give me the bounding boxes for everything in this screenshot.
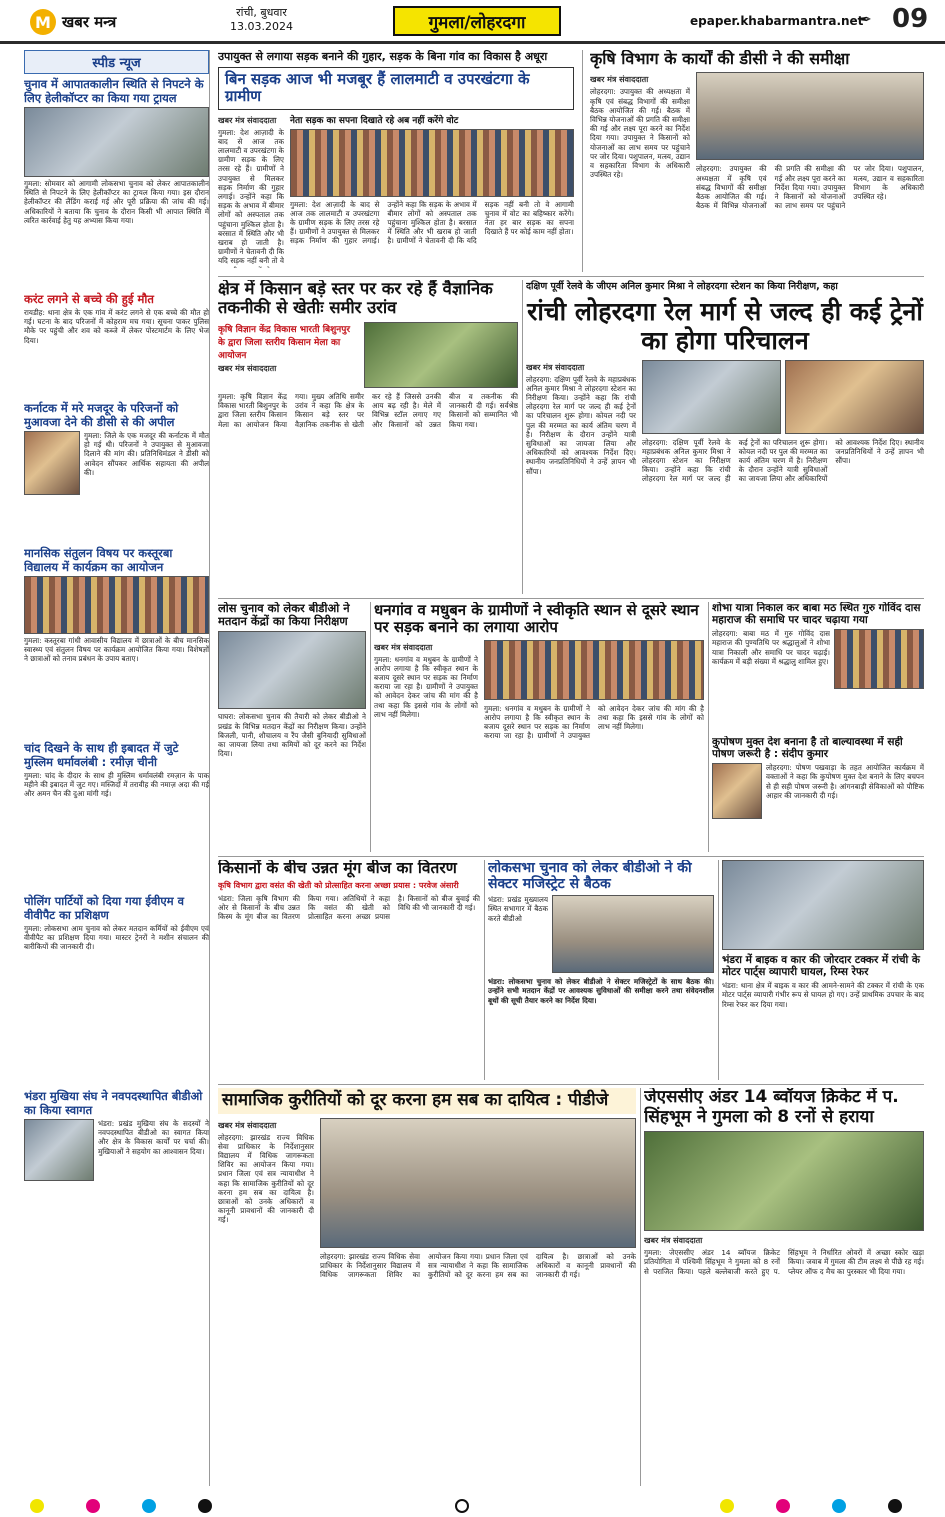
story-body: लोहरदगा: दक्षिण पूर्वी रेलवे के महाप्रबंधक अनिल कुमार मिश्रा ने लोहरदगा स्टेशन का निरीक्षण किया। उन्होंने कहा कि रांची लोहरदगा रेल मार्ग पर जल्द ही कई ट्रेनों का परिचालन शुरू होगा। कोयल नदी पर पुल की मरम्मत का कार्य अंतिम चरण में है। निरीक्षण के दौरान उन्होंने यात्री सुविधाओं का जायजा लिया और अधिकारियों को आवश्यक निर्देश दिए। स्थानीय जनप्रतिनिधियों ने उन्हें ज्ञापन भी सौंपा। — [526, 374, 636, 476]
story-body-cont: लोहरदगा: झारखंड राज्य विधिक सेवा प्राधिकार के निर्देशानुसार विद्यालय में विधिक जागरूकता शिविर का आयोजन किया गया। प्रधान जिला एवं सत्र न्यायाधीश ने कहा कि सामाजिक कुरीतियों को दूर करना हम सब का दायित्व है। छात्राओं को उनके अधिकारों व कानूनी प्रावधानों की जानकारी दी गई। — [320, 1251, 636, 1279]
left-column — [24, 50, 210, 1486]
story-headline: रांची लोहरदगा रेल मार्ग से जल्द ही कई ट्रेनों का होगा परिचालन — [527, 297, 923, 355]
story-headline: कर्नाटक में मरे मजदूर के परिजनों को मुआवजा देने की डीसी से की अपील — [24, 401, 179, 429]
story-farmer — [218, 280, 518, 594]
story-cricket — [644, 1088, 924, 1486]
dateline — [230, 6, 293, 34]
brand-logo-icon: M — [30, 9, 56, 35]
farmer-fair-photo — [364, 322, 518, 388]
page-number: 09 — [892, 4, 929, 34]
villagers-road-photo — [484, 640, 704, 700]
story-ramzan — [24, 741, 209, 889]
story-byline: खबर मंत्र संवाददाता — [218, 1120, 277, 1130]
story-seed — [218, 860, 480, 1080]
color-dot — [832, 1499, 846, 1513]
story-kicker: कृषि विज्ञान केंद्र विकास भारती बिशुनपुर के द्वारा जिला स्तरीय किसान मेला का आयोजन — [218, 324, 351, 361]
color-dot — [142, 1499, 156, 1513]
procession-photo — [834, 629, 924, 689]
story-body: लोहरदगा: बाबा मठ में गुरु गोविंद दास महाराज की पुण्यतिथि पर श्रद्धालुओं ने शोभा यात्रा निकाली और समाधि पर चादर चढ़ाई। कार्यक्रम में बड़ी संख्या में श्रद्धालु शामिल हुए। — [712, 629, 830, 666]
story-body: गुमला: लोकसभा आम चुनाव को लेकर मतदान कर्मियों को ईवीएम एवं वीवीपैट का प्रशिक्षण दिया गया। मास्टर ट्रेनरों ने मशीन संचालन की बारीकियों की जानकारी दी। — [24, 924, 209, 952]
story-karnataka — [24, 401, 209, 541]
epaper-link[interactable]: epaper.khabarmantra.net — [690, 14, 864, 28]
story-rail — [526, 280, 924, 594]
brand-name: खबर मन्त्र — [62, 13, 117, 31]
story-body: गुमला: देश आज़ादी के बाद से आज तक लालमाटी व उपरखंटगा के ग्रामीण सड़क के लिए तरस रहे हैं। ग्रामीणों ने उपायुक्त से मिलकर सड़क निर्माण की गुहार लगाई। उन्होंने कहा कि सड़क के अभाव में बीमार लोगों को अस्पताल तक पहुंचाना मुश्किल होता है। बरसात में स्थिति और भी खराब हो जाती है। ग्रामीणों ने चेतावनी दी कि यदि सड़क नहीं बनी तो वे आगामी चुनाव में वोट का बहिष्कार करेंगे। नेता हर बार सड़क का सपना दिखाते हैं पर कोई काम नहीं होता। — [290, 199, 574, 246]
brand — [30, 8, 116, 36]
story-body: भंडरा: जिला कृषि विभाग की ओर से किसानों के बीच उन्नत किस्म के मूंग बीज का वितरण किया गया। अतिथियों ने कहा कि वसंत की खेती को प्रोत्साहित करना अच्छा प्रयास है। किसानों को बीज बुवाई की विधि की भी जानकारी दी गई। — [218, 893, 480, 922]
story-headline: जेएससीए अंडर 14 ब्वॉयज क्रिकेट में प. सिंहभूम ने गुमला को 8 रनों से हराया — [644, 1088, 899, 1127]
story-byline: खबर मंत्र संवाददाता — [218, 115, 277, 125]
story-headline: क्षेत्र में किसान बड़े स्तर पर कर रहे हैं वैज्ञानिक तकनीकी से खेतीः समीर उरांव — [218, 280, 493, 317]
story-subhead: नेता सड़क का सपना दिखाते रहे अब नहीं करेंगे वोट — [290, 115, 459, 126]
story-kicker: दक्षिण पूर्वी रेलवे के जीएम अनिल कुमार मिश्रा ने लोहरदगा स्टेशन का किया निरीक्षण, कहा — [526, 281, 838, 292]
story-body-cont: गुमला: धनगांव व मधुबन के ग्रामीणों ने आरोप लगाया है कि स्वीकृत स्थान के बजाय दूसरे स्थान पर सड़क का निर्माण कराया जा रहा है। ग्रामीणों ने उपायुक्त को आवेदन देकर जांच की मांग की है तथा कहा कि इससे गांव के लोगों को लाभ नहीं मिलेगा। — [484, 703, 704, 741]
story-byline: खबर मंत्र संवाददाता — [374, 642, 433, 652]
story-headline: कृषि विभाग के कार्यों की डीसी ने की समीक्षा — [590, 50, 850, 68]
story-body: भंडरा: लोकसभा चुनाव को लेकर बीडीओ ने सेक्टर मजिस्ट्रेटों के साथ बैठक की। उन्होंने सभी मतदान केंद्रों पर आवश्यक सुविधाओं की समीक्षा करने तथा संवेदनशील बूथों की सूची तैयार करने का निर्देश दिया। — [488, 977, 714, 1005]
color-dot — [720, 1499, 734, 1513]
registration-mark-icon — [455, 1499, 469, 1513]
story-body: लोहरदगा: उपायुक्त की अध्यक्षता में कृषि एवं संबद्ध विभागों की समीक्षा बैठक आयोजित की गई। बैठक में विभिन्न योजनाओं की प्रगति की समीक्षा की गई और लक्ष्य पूरा करने का निर्देश दिया गया। उपायुक्त ने किसानों को योजनाओं का लाभ समय पर पहुंचाने पर जोर दिया। पशुपालन, मत्स्य, उद्यान व सहकारिता विभाग के अधिकारी उपस्थित रहे। — [590, 87, 690, 180]
story-procession — [712, 602, 924, 732]
photo-caption: भंडरा: प्रखंड मुख्यालय स्थित सभागार में बैठक करते बीडीओ — [488, 895, 548, 923]
story-body-start: गुमला: देश आज़ादी के बाद से आज तक लालमाटी व उपरखंटगा के ग्रामीण सड़क के लिए तरस रहे हैं। ग्रामीणों ने उपायुक्त से मिलकर सड़क निर्माण की गुहार लगाई। उन्होंने कहा कि सड़क के अभाव में बीमार लोगों को अस्पताल तक पहुंचाना मुश्किल होता है। बरसात में स्थिति और भी खराब हो जाती है। ग्रामीणों ने चेतावनी दी कि यदि सड़क नहीं बनी तो वे — [218, 127, 284, 266]
story-sector-meeting — [488, 860, 714, 1080]
story-body: गुमला: जिले के एक मजदूर की कर्नाटक में मौत हो गई थी। परिजनों ने उपायुक्त से मुआवजा दिलाने की मांग की। प्रतिनिधिमंडल ने डीसी को आवेदन सौंपकर आर्थिक सहायता की अपील की। — [84, 431, 209, 477]
story-headline: करंट लगने से बच्चे की हुई मौत — [24, 292, 154, 306]
sector-meeting-photo — [552, 895, 714, 973]
city-day: रांची, बुधवार — [236, 6, 287, 19]
color-dot — [198, 1499, 212, 1513]
story-road-allegation — [374, 602, 704, 852]
story-byline: खबर मंत्र संवाददाता — [644, 1236, 703, 1246]
story-body: गुमला: चांद के दीदार के साथ ही मुस्लिम धर्मावलंबी रमज़ान के पाक महीने की इबादत में जुट गए। मस्जिदों में तरावीह की नमाज़ अदा की गई और अमन चैन की दुआ मांगी गई। — [24, 771, 209, 799]
story-bike-accident — [722, 860, 924, 1080]
polling-booth-photo — [218, 631, 366, 709]
story-body: लोहरदगा: पोषण पखवाड़ा के तहत आयोजित कार्यक्रम में वक्ताओं ने कहा कि कुपोषण मुक्त देश बनाने के लिए बचपन से ही सही पोषण जरूरी है। आंगनबाड़ी सेविकाओं को पौष्टिक आहार की जानकारी दी गई। — [766, 763, 924, 800]
main-area — [218, 50, 924, 1486]
story-road-lalmati — [218, 50, 574, 272]
story-body: गुमला: सोमवार को आगामी लोकसभा चुनाव को लेकर आपातकालीन स्थिति से निपटने के लिए हेलीकॉप्टर का ट्रायल किया गया। इस दौरान हेलीकॉप्टर की लैंडिंग कराई गई और पूरी प्रक्रिया की जांच की गई। अधिकारियों ने बताया कि चुनाव के दौरान किसी भी आपात स्थिति में त्वरित कार्रवाई हेतु यह अभ्यास किया गया। — [24, 179, 209, 225]
story-polling — [24, 894, 209, 1084]
print-color-strip — [0, 1493, 945, 1517]
story-social — [218, 1088, 636, 1486]
story-body: गुमला: जेएससीए अंडर 14 ब्वॉयज क्रिकेट प्रतियोगिता में पश्चिमी सिंहभूम ने गुमला को 8 रनों से पराजित किया। पहले बल्लेबाजी करते हुए प. सिंहभूम ने निर्धारित ओवरों में अच्छा स्कोर खड़ा किया। जवाब में गुमला की टीम लक्ष्य से पीछे रह गई। प्लेयर ऑफ द मैच का पुरस्कार भी दिया गया। — [644, 1248, 924, 1276]
students-photo — [320, 1118, 636, 1248]
color-dot — [888, 1499, 902, 1513]
story-headline: लोकसभा चुनाव को लेकर बीडीओ ने की सेक्टर मजिस्ट्रेट से बैठक — [488, 860, 692, 893]
story-body: लोहरदगा: झारखंड राज्य विधिक सेवा प्राधिकार के निर्देशानुसार विद्यालय में विधिक जागरूकता शिविर का आयोजन किया गया। प्रधान जिला एवं सत्र न्यायाधीश ने कहा कि सामाजिक कुरीतियों को दूर करना हम सब का दायित्व है। छात्राओं को उनके अधिकारों व कानूनी प्रावधानों की जानकारी दी गई। — [218, 1132, 314, 1225]
accident-photo — [722, 860, 924, 950]
story-headline: बिन सड़क आज भी मजबूर हैं लालमाटी व उपरखंटगा के ग्रामीण — [218, 67, 574, 110]
pen-icon: ✒ — [860, 12, 872, 28]
story-body: भंडरा: प्रखंड मुखिया संघ के सदस्यों ने नवपदस्थापित बीडीओ का स्वागत किया और क्षेत्र के विकास कार्यों पर चर्चा की। मुखियाओं ने सहयोग का आश्वासन दिया। — [98, 1119, 209, 1156]
color-dot — [776, 1499, 790, 1513]
story-byline: खबर मंत्र संवाददाता — [218, 363, 277, 373]
story-body-cont: लोहरदगा: उपायुक्त की अध्यक्षता में कृषि एवं संबद्ध विभागों की समीक्षा बैठक आयोजित की गई। बैठक में विभिन्न योजनाओं की प्रगति की समीक्षा की गई और लक्ष्य पूरा करने का निर्देश दिया गया। उपायुक्त ने किसानों को योजनाओं का लाभ समय पर पहुंचाने पर जोर दिया। पशुपालन, मत्स्य, उद्यान व सहकारिता विभाग के अधिकारी उपस्थित रहे। — [696, 164, 924, 211]
helicopter-photo — [24, 107, 209, 177]
story-kasturba — [24, 546, 209, 736]
story-headline: लोस चुनाव को लेकर बीडीओ ने मतदान केंद्रों का किया निरीक्षण — [218, 602, 350, 629]
story-current — [24, 292, 209, 396]
story-nutrition — [712, 736, 924, 852]
story-body-cont: लोहरदगा: दक्षिण पूर्वी रेलवे के महाप्रबंधक अनिल कुमार मिश्रा ने लोहरदगा स्टेशन का निरीक्षण किया। उन्होंने कहा कि रांची लोहरदगा रेल मार्ग पर जल्द ही कई ट्रेनों का परिचालन शुरू होगा। कोयल नदी पर पुल की मरम्मत का कार्य अंतिम चरण में है। निरीक्षण के दौरान उन्होंने यात्री सुविधाओं का जायजा लिया और अधिकारियों को आवश्यक निर्देश दिए। स्थानीय जनप्रतिनिधियों ने उन्हें ज्ञापन भी सौंपा। — [642, 437, 924, 484]
story-byline: खबर मंत्र संवाददाता — [590, 75, 649, 85]
meeting-photo — [696, 72, 924, 160]
section-title: गुमला/लोहरदगा — [393, 6, 561, 36]
story-bdo-inspection — [218, 602, 366, 852]
story-body: भंडरा: थाना क्षेत्र में बाइक व कार की आमने-सामने की टक्कर में रांची के एक मोटर पार्ट्स व्यापारी गंभीर रूप से घायल हो गए। उन्हें प्राथमिक उपचार के बाद रिम्स रेफर कर दिया गया। — [722, 981, 924, 1009]
story-headline: भंडरा में बाइक व कार की जोरदार टक्कर में रांची के मोटर पार्ट्स व्यापारी घायल, रिम्स रेफर — [722, 954, 920, 979]
villagers-photo — [290, 129, 574, 197]
story-byline: खबर मंत्र संवाददाता — [526, 362, 585, 372]
color-dot — [86, 1499, 100, 1513]
story-mukhiya — [24, 1089, 209, 1279]
gm-inspection-photo-1 — [642, 360, 781, 434]
story-headline: मानसिक संतुलन विषय पर कस्तूरबा विद्यालय में कार्यक्रम का आयोजन — [24, 546, 173, 574]
story-headline: चुनाव में आपातकालीन स्थिति से निपटने के लिए हेलीकॉप्टर का किया गया ट्रायल — [24, 77, 204, 105]
story-body: घाघरा: लोकसभा चुनाव की तैयारी को लेकर बीडीओ ने प्रखंड के विभिन्न मतदान केंद्रों का निरीक्षण किया। उन्होंने बिजली, पानी, शौचालय व रैंप जैसी बुनियादी सुविधाओं का जायजा लिया तथा कमियों को दूर करने का निर्देश दिया। — [218, 712, 366, 759]
kasturba-photo — [24, 576, 209, 634]
story-headline: शोभा यात्रा निकाल कर बाबा मठ स्थित गुरु गोविंद दास महाराज की समाधि पर चादर चढ़ाया गया — [712, 602, 921, 627]
story-body: गुमला: धनगांव व मधुबन के ग्रामीणों ने आरोप लगाया है कि स्वीकृत स्थान के बजाय दूसरे स्थान पर सड़क का निर्माण कराया जा रहा है। ग्रामीणों ने उपायुक्त को आवेदन देकर जांच की मांग की है तथा कहा कि इससे गांव के लोगों को लाभ नहीं मिलेगा। — [374, 654, 478, 719]
story-headline: कुपोषण मुक्त देश बनाना है तो बाल्यावस्था में सही पोषण जरूरी है : संदीप कुमार — [712, 736, 903, 761]
karnataka-photo — [24, 431, 80, 495]
story-kicker: उपायुक्त से लगाया सड़क बनाने की गुहार, सड़क के बिना गांव का विकास है अधूरा — [218, 50, 548, 63]
cricket-team-photo — [644, 1131, 924, 1231]
story-body: रायडीह: थाना क्षेत्र के एक गांव में करंट लगने से एक बच्चे की मौत हो गई। घटना के बाद परिजनों में कोहराम मच गया। सूचना पाकर पुलिस मौके पर पहुंची और शव को कब्जे में लेकर पोस्टमार्टम के लिए भेज दिया। — [24, 308, 209, 345]
page-header — [0, 0, 945, 44]
story-body: गुमला: कृषि विज्ञान केंद्र विकास भारती बिशुनपुर के द्वारा जिला स्तरीय किसान मेला का आयोजन किया गया। मुख्य अतिथि समीर उरांव ने कहा कि क्षेत्र के किसान बड़े स्तर पर वैज्ञानिक तकनीक से खेती कर रहे हैं जिससे उनकी आय बढ़ रही है। मेले में विभिन्न स्टॉल लगाए गए और किसानों को उन्नत बीज व तकनीक की जानकारी दी गई। सर्वश्रेष्ठ किसानों को सम्मानित भी किया गया। — [218, 391, 518, 429]
story-headline: पोलिंग पार्टियों को दिया गया ईवीएम व वीवीपैट का प्रशिक्षण — [24, 894, 185, 922]
story-body: गुमला: कस्तूरबा गांधी आवासीय विद्यालय में छात्राओं के बीच मानसिक स्वास्थ्य एवं संतुलन विषय पर कार्यक्रम आयोजित किया गया। विशेषज्ञों ने छात्राओं को तनाव प्रबंधन के उपाय बताए। — [24, 636, 209, 664]
speed-news-label: स्पीड न्यूज — [24, 50, 209, 74]
mukhiya-photo — [24, 1119, 94, 1181]
date: 13.03.2024 — [230, 20, 293, 33]
story-headline: चांद दिखने के साथ ही इबादत में जुटे मुस्लिम धर्मावलंबी : रमीज़ चीनी — [24, 741, 179, 769]
story-headline: सामाजिक कुरीतियों को दूर करना हम सब का दायित्व : पीडीजे — [218, 1088, 636, 1114]
story-agri-review — [590, 50, 924, 272]
color-dot — [30, 1499, 44, 1513]
story-headline: किसानों के बीच उन्नत मूंग बीज का वितरण — [218, 860, 457, 877]
story-helicopter — [24, 77, 209, 287]
gm-inspection-photo-2 — [785, 360, 924, 434]
story-headline: भंडरा मुखिया संघ ने नवपदस्थापित बीडीओ का किया स्वागत — [24, 1089, 203, 1117]
story-headline: धनगांव व मधुबन के ग्रामीणों ने स्वीकृति स्थान से दूसरे स्थान पर सड़क बनाने का लगाया आरोप — [374, 602, 699, 637]
nutrition-photo — [712, 763, 762, 819]
story-kicker: कृषि विभाग द्वारा वसंत की खेती को प्रोत्साहित करना अच्छा प्रयास : परवेज अंसारी — [218, 880, 459, 890]
